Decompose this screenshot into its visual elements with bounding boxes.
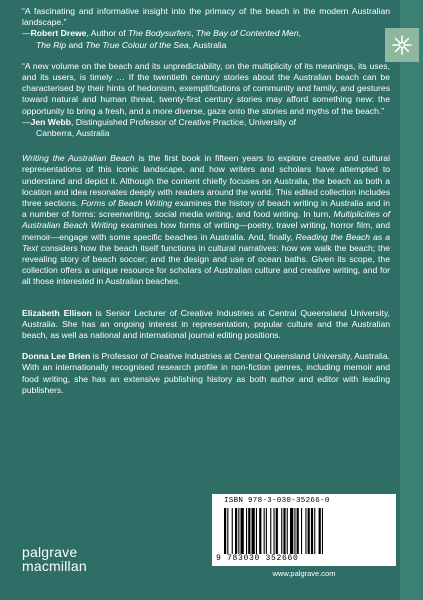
barcode-bar [319,508,321,554]
publisher-website: www.palgrave.com [272,569,336,578]
barcode-bar [238,508,239,554]
quote-webb-attribution-line2: Canberra, Australia [36,128,110,139]
cover-text [22,6,390,406]
quote-webb-attribution: —Jen Webb, Distinguished Professor of Creative Practice, University of [22,116,296,127]
imprint-logo [385,28,419,62]
quote-author-name: Jen Webb [30,116,72,127]
author-bio-ellison: Elizabeth Ellison is Senior Lecturer of Creative Industries at Central Queensland University, Australia. She has an ongoing interest in representation, popular culture and the Australian beach, as well as national and international journal editing positions. [22,307,390,341]
barcode-bar [276,508,278,554]
barcode-digits: 9 783030 352660 [216,554,299,563]
barcode-bar [305,508,306,554]
publisher-line1: palgrave [22,544,78,560]
barcode-bar [274,508,275,554]
barcode-bar [264,508,265,554]
barcode-bar [308,508,310,554]
barcode-bar [301,508,302,554]
barcode-bar [266,508,267,554]
barcode-bar [246,508,247,554]
quote-drewe: “A fascinating and informative insight into the primacy of the beach in the modern Australian landscape.” [22,6,390,28]
barcode-bar [256,508,257,554]
barcode-bar [311,508,313,554]
barcode-bar [259,508,261,554]
barcode-panel [212,494,396,566]
barcode-bar [322,508,323,554]
isbn-text: ISBN 978-3-030-35266-0 [224,497,330,505]
quote-drewe-attribution-line2: The Rip and The True Colour of the Sea, Australia [36,39,227,50]
quote-webb: “A new volume on the beach and its unpredictability, on the multiplicity of its meanings, its uses, and its users, is timely … If the twentieth century stories about the Australian beach can be characterised by their hints of hedonism, exemplifications of community and family, and gestures toward natural and human threat, twenty-first century stories may afford something new: the opportunity to bring a fresh, and a more diverse, gaze onto the stories and myths of the beach.” [22,60,390,116]
barcode-bar [270,508,271,554]
barcode-bar [224,508,226,554]
spine-bar [400,0,423,600]
barcode-bar [297,508,299,554]
barcode-bar [248,508,250,554]
springer-nature-asterisk-icon [390,33,414,57]
barcode-bar [227,508,228,554]
barcode-bar [232,508,233,554]
barcode-bar [314,508,315,554]
barcode-bar [283,508,285,554]
barcode-bar [294,508,295,554]
barcode-bar [287,508,288,554]
publisher-logo [22,545,87,573]
barcode-bar [241,508,244,554]
barcode-bar [235,508,237,554]
barcode-bar [281,508,282,554]
publisher-line2: macmillan [22,558,87,574]
barcode-bar [290,508,293,554]
barcode-icon [224,508,384,554]
author-bio-brien: Donna Lee Brien is Professor of Creative Industries at Central Queensland University, Australia. With an internationally recognised research profile in non-fiction genres, including memoir and food writing, she has an extensive publishing history as both author and editor with leading publishers. [22,351,390,395]
quote-drewe-attribution: —Robert Drewe, Author of The Bodysurfers, The Bay of Contented Men, [22,28,301,39]
book-description: Writing the Australian Beach is the first book in fifteen years to explore creative and cultural representations of this iconic landscape, and how writers and scholars have attempted to understand and depict it. Although the content chiefly focuses on Australia, the beach as both a location and idea resonates deeply with readers around the world. This edited collection includes three sections. Forms of Beach Writing examines the history of beach writing in Australia and in a number of forms: screenwriting, social media writing, and food writing. In turn, Multiplicities of Australian Beach Writing examines how forms of writing—poetry, travel writing, horror film, and memoir—engage with some specific beaches in Australia. And, finally, Reading the Beach as a Text considers how the beach itself functions in cultural narratives: how we walk the beach; the revealing story of beach soccer; and the design and use of ocean baths. Given its scope, the collection offers a unique resource for scholars of Australian culture and creative writing, and for all those interested in Australian beaches. [22,153,391,287]
barcode-bar [252,508,255,554]
quote-author-name: Robert Drewe [30,28,87,39]
